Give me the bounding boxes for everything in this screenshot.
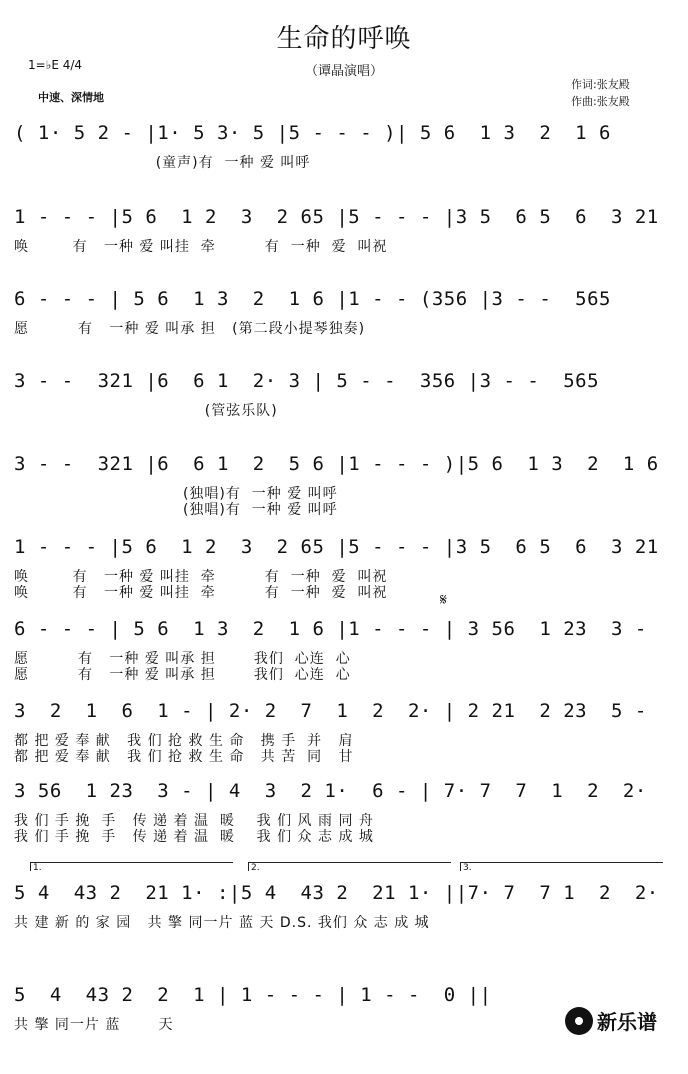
notes: 5 4 43 2 21 1· :|5 4 43 2 21 1· ||7· 7 7 1 2 2· bbox=[14, 882, 659, 904]
page-title: 生命的呼唤 bbox=[276, 24, 412, 54]
staff-row-2 bbox=[0, 206, 688, 296]
lyrics: 愿 有 一种 爱 叫承 担 我们 心连 心 bbox=[14, 651, 351, 667]
notes: 3 - - 321 |6 6 1 2 5 6 |1 - - - )|5 6 1 3 2 1 6 bbox=[14, 453, 659, 475]
notes: 6 - - - | 5 6 1 3 2 1 6 |1 - - - | 3 56 1 23 3 - bbox=[14, 618, 647, 640]
staff-row-1 bbox=[0, 122, 688, 212]
staff-row-8 bbox=[0, 700, 688, 790]
site-logo bbox=[565, 1006, 657, 1035]
subtitle: （谭晶演唱） bbox=[304, 64, 383, 79]
lyrics: (童声)有 一种 爱 叫呼 bbox=[14, 155, 311, 171]
lyrics: 唤 有 一种 爱 叫挂 牵 有 一种 爱 叫祝 bbox=[14, 569, 388, 585]
lyrics: 都 把 爱 奉 献 我 们 抢 救 生 命 携 手 并 肩 bbox=[14, 733, 354, 749]
staff-row-3 bbox=[0, 288, 688, 378]
lyrics: 我 们 手 挽 手 传 递 着 温 暖 我 们 众 志 成 城 bbox=[14, 829, 374, 845]
staff-row-6 bbox=[0, 536, 688, 626]
lyrics: 我 们 手 挽 手 传 递 着 温 暖 我 们 风 雨 同 舟 bbox=[14, 813, 374, 829]
record-icon bbox=[565, 1007, 593, 1035]
lyrics: 共 建 新 的 家 园 共 擎 同一片 蓝 天 D.S. 我们 众 志 成 城 bbox=[14, 915, 430, 931]
volta-3: 3. bbox=[460, 862, 663, 871]
lyrics: 愿 有 一种 爱 叫承 担 我们 心连 心 bbox=[14, 667, 351, 683]
composer: 作曲:张友殿 bbox=[571, 95, 630, 108]
key-signature: 1=♭E 4/4 bbox=[28, 58, 83, 72]
staff-row-10 bbox=[0, 882, 688, 972]
segno-sign: 𝄋 bbox=[440, 590, 447, 609]
volta-2: 2. bbox=[248, 862, 451, 871]
notes: 6 - - - | 5 6 1 3 2 1 6 |1 - - (356 |3 - - 565 bbox=[14, 288, 611, 310]
lyrics: 愿 有 一种 爱 叫承 担 (第二段小提琴独奏) bbox=[14, 321, 366, 337]
volta-1: 1. bbox=[30, 862, 233, 871]
lyrics: (独唱)有 一种 爱 叫呼 bbox=[14, 486, 338, 502]
staff-row-7 bbox=[0, 618, 688, 708]
lyrics: 共 擎 同一片 蓝 天 bbox=[14, 1017, 174, 1033]
staff-row-9 bbox=[0, 780, 688, 870]
staff-row-4 bbox=[0, 370, 688, 460]
lyrics: 唤 有 一种 爱 叫挂 牵 有 一种 爱 叫祝 bbox=[14, 585, 388, 601]
notes: 3 - - 321 |6 6 1 2· 3 | 5 - - 356 |3 - - 565 bbox=[14, 370, 600, 392]
tempo-marking: 中速、深情地 bbox=[38, 91, 104, 104]
lyrics: (管弦乐队) bbox=[14, 403, 278, 419]
notes: 5 4 43 2 2 1 | 1 - - - | 1 - - 0 || bbox=[14, 984, 492, 1006]
notes: 1 - - - |5 6 1 2 3 2 65 |5 - - - |3 5 6 5 6 3 21 bbox=[14, 536, 659, 558]
notes: 1 - - - |5 6 1 2 3 2 65 |5 - - - |3 5 6 5 6 3 21 bbox=[14, 206, 659, 228]
lyrics: 唤 有 一种 爱 叫挂 牵 有 一种 爱 叫祝 bbox=[14, 239, 388, 255]
lyricist: 作词:张友殿 bbox=[571, 78, 630, 91]
lyrics: (独唱)有 一种 爱 叫呼 bbox=[14, 502, 338, 518]
notes: 3 2 1 6 1 - | 2· 2 7 1 2 2· | 2 21 2 23 5 - bbox=[14, 700, 647, 722]
staff-row-5 bbox=[0, 453, 688, 543]
logo-text: 新乐谱 bbox=[597, 1010, 657, 1034]
notes: ( 1· 5 2 - |1· 5 3· 5 |5 - - - )| 5 6 1 3 2 1 6 bbox=[14, 122, 611, 144]
lyrics: 都 把 爱 奉 献 我 们 抢 救 生 命 共 苦 同 甘 bbox=[14, 749, 354, 765]
notes: 3 56 1 23 3 - | 4 3 2 1· 6 - | 7· 7 7 1 2 2· bbox=[14, 780, 647, 802]
